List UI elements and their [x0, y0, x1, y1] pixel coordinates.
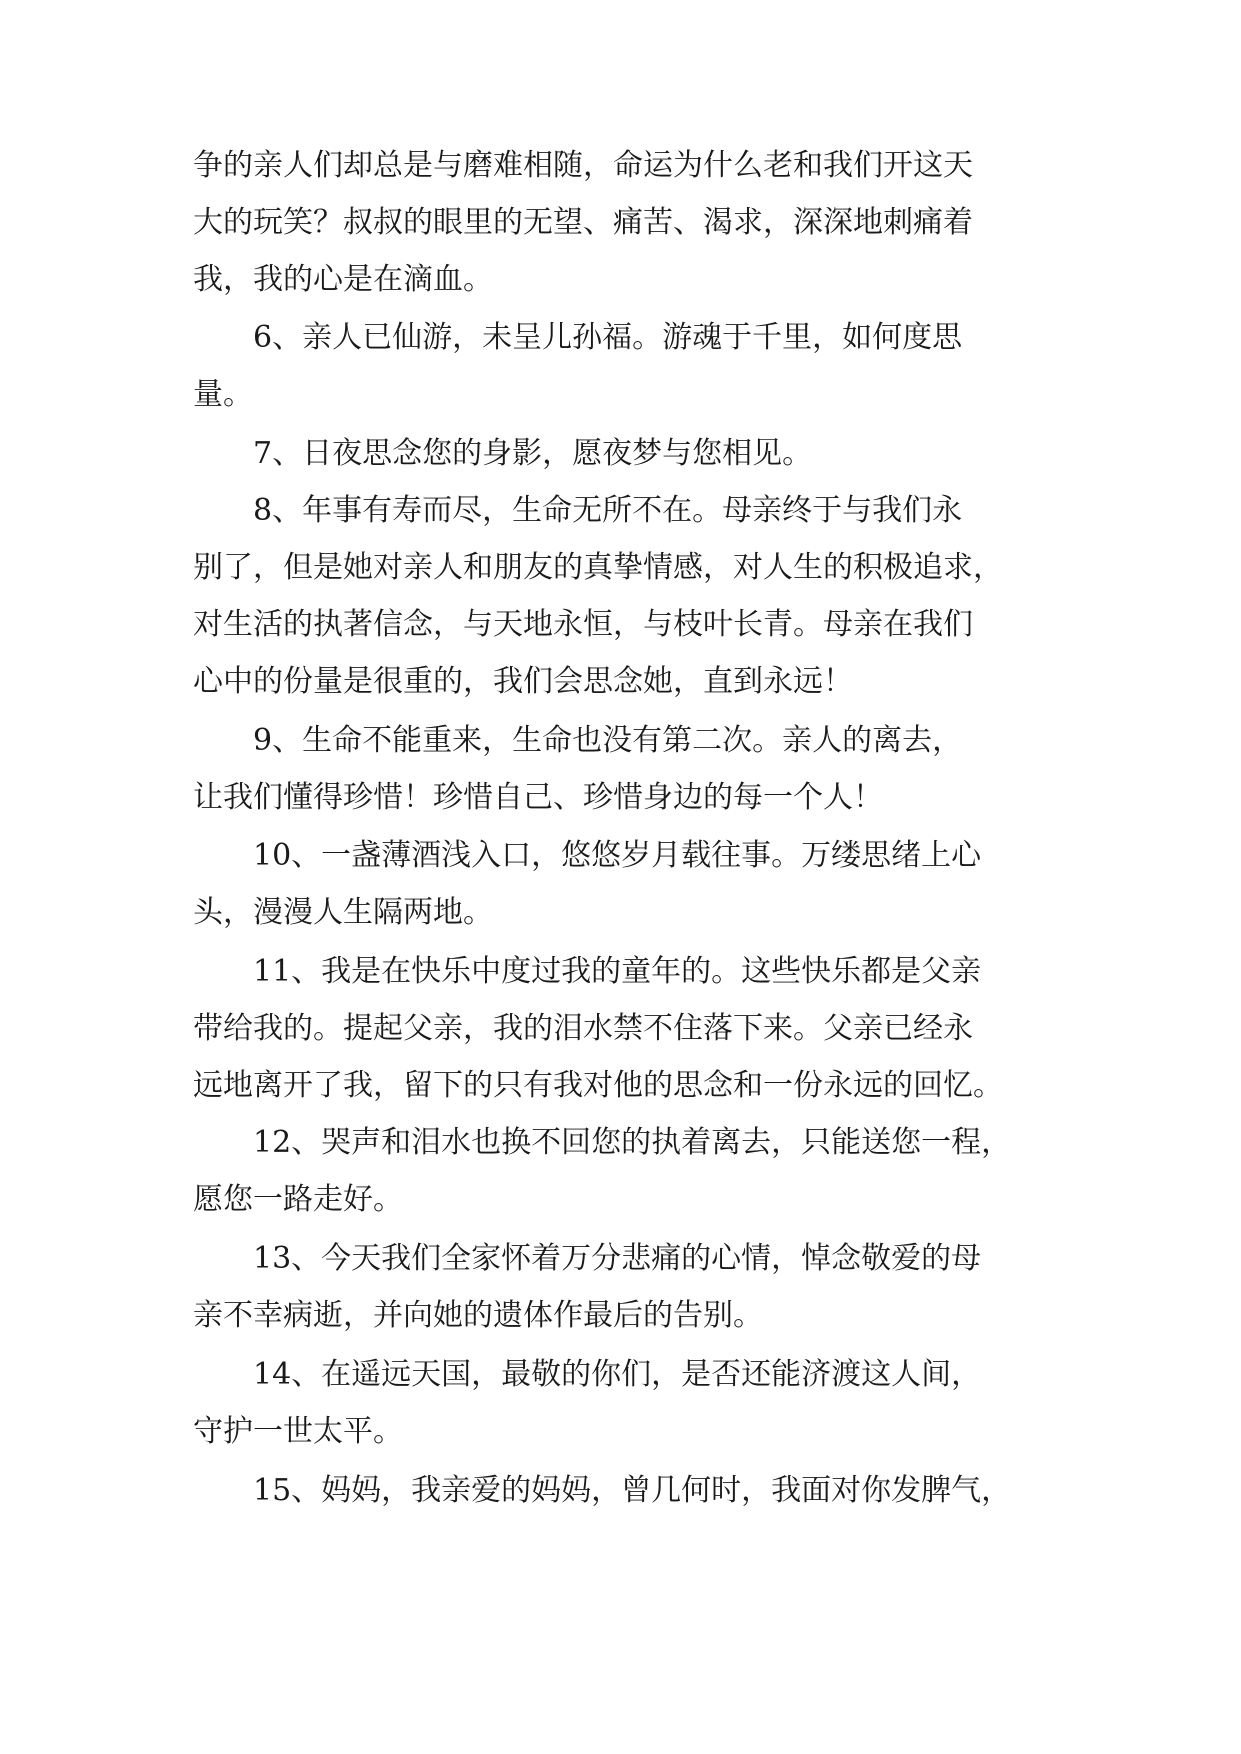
- paragraph-14-line: 14、在遥远天国，最敬的你们，是否还能济渡这人间，: [253, 1357, 982, 1392]
- paragraph-9-line: 9、生命不能重来，生命也没有第二次。亲人的离去，: [253, 723, 963, 758]
- text-line: 我，我的心是在滴血。: [193, 262, 493, 297]
- text-line: 对生活的执著信念，与天地永恒，与枝叶长青。母亲在我们: [193, 607, 973, 642]
- text-line: 带给我的。提起父亲，我的泪水禁不住落下来。父亲已经永: [193, 1011, 973, 1046]
- text-line: 亲不幸病逝，并向她的遗体作最后的告别。: [193, 1298, 763, 1333]
- text-line: 守护一世太平。: [193, 1414, 403, 1449]
- paragraph-8-line: 8、年事有寿而尽，生命无所不在。母亲终于与我们永: [253, 493, 963, 528]
- text-line: 争的亲人们却总是与磨难相随，命运为什么老和我们开这天: [193, 148, 973, 183]
- paragraph-10-line: 10、一盏薄酒浅入口，悠悠岁月载往事。万缕思绪上心: [253, 838, 982, 873]
- text-line: 头，漫漫人生隔两地。: [193, 895, 493, 930]
- paragraph-13-line: 13、今天我们全家怀着万分悲痛的心情，悼念敬爱的母: [253, 1241, 982, 1276]
- paragraph-15-line: 15、妈妈，我亲爱的妈妈，曾几何时，我面对你发脾气，: [253, 1473, 1012, 1508]
- paragraph-7-line: 7、日夜思念您的身影，愿夜梦与您相见。: [253, 436, 813, 471]
- text-line: 心中的份量是很重的，我们会思念她，直到永远！: [193, 664, 853, 699]
- paragraph-12-line: 12、哭声和泪水也换不回您的执着离去，只能送您一程，: [253, 1125, 1012, 1160]
- text-line: 让我们懂得珍惜！珍惜自己、珍惜身边的每一个人！: [193, 780, 883, 815]
- paragraph-11-line: 11、我是在快乐中度过我的童年的。这些快乐都是父亲: [253, 954, 982, 989]
- text-line: 愿您一路走好。: [193, 1182, 403, 1217]
- text-line: 远地离开了我，留下的只有我对他的思念和一份永远的回忆。: [193, 1068, 1003, 1103]
- text-line: 大的玩笑？叔叔的眼里的无望、痛苦、渴求，深深地刺痛着: [193, 205, 973, 240]
- paragraph-6-line: 6、亲人已仙游，未呈儿孙福。游魂于千里，如何度思: [253, 320, 963, 355]
- text-line: 别了，但是她对亲人和朋友的真挚情感，对人生的积极追求，: [193, 550, 1003, 585]
- text-line: 量。: [193, 377, 253, 412]
